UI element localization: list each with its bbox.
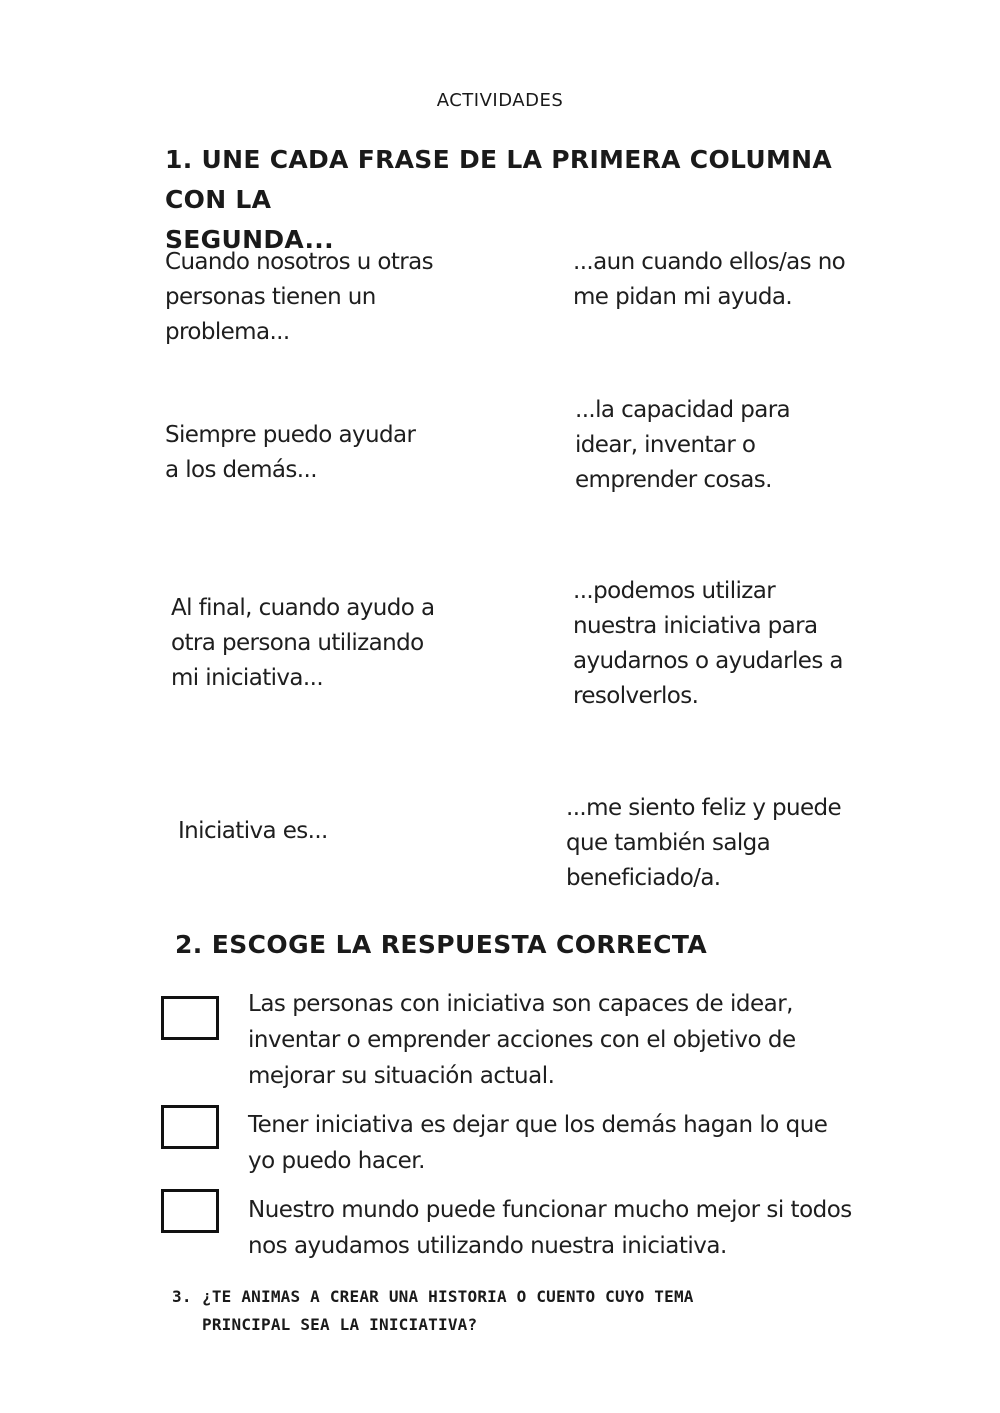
- option-1-checkbox[interactable]: [161, 996, 219, 1040]
- left-phrase-2[interactable]: Siempre puedo ayudar a los demás...: [165, 422, 416, 483]
- option-2-checkbox[interactable]: [161, 1105, 219, 1149]
- section-1-heading-line1: 1. UNE CADA FRASE DE LA PRIMERA COLUMNA CON LA: [165, 145, 832, 214]
- section-1-heading-line2: SEGUNDA...: [165, 225, 334, 254]
- right-phrase-4[interactable]: ...me siento feliz y puede que también salga beneficiado/a.: [566, 795, 842, 891]
- left-phrase-3[interactable]: Al final, cuando ayudo a otra persona utilizando mi iniciativa...: [171, 595, 435, 691]
- right-phrase-1[interactable]: ...aun cuando ellos/as no me pidan mi ayuda.: [573, 249, 846, 310]
- option-3-text: Nuestro mundo puede funcionar mucho mejor si todos nos ayudamos utilizando nuestra iniciativa.: [248, 1197, 852, 1259]
- right-phrase-3[interactable]: ...podemos utilizar nuestra iniciativa para ayudarnos o ayudarles a resolverlos.: [573, 578, 843, 709]
- option-1-text: Las personas con iniciativa son capaces de idear, inventar o emprender acciones con el objetivo de mejorar su situación actual.: [248, 991, 796, 1089]
- right-phrase-2[interactable]: ...la capacidad para idear, inventar o emprender cosas.: [575, 397, 791, 493]
- left-phrase-1[interactable]: Cuando nosotros u otras personas tienen un problema...: [165, 249, 434, 345]
- section-3-line1: ¿TE ANIMAS A CREAR UNA HISTORIA O CUENTO CUYO TEMA: [202, 1287, 694, 1306]
- page-title: ACTIVIDADES: [436, 90, 564, 111]
- option-2-text: Tener iniciativa es dejar que los demás hagan lo que yo puedo hacer.: [248, 1112, 828, 1174]
- section-3-number: 3.: [172, 1287, 192, 1306]
- section-1-heading: [165, 140, 845, 260]
- left-phrase-4[interactable]: Iniciativa es...: [178, 818, 328, 844]
- option-3-checkbox[interactable]: [161, 1189, 219, 1233]
- section-3-question: [172, 1283, 832, 1339]
- section-2-heading: 2. ESCOGE LA RESPUESTA CORRECTA: [175, 930, 708, 959]
- section-3-line2: PRINCIPAL SEA LA INICIATIVA?: [202, 1315, 478, 1334]
